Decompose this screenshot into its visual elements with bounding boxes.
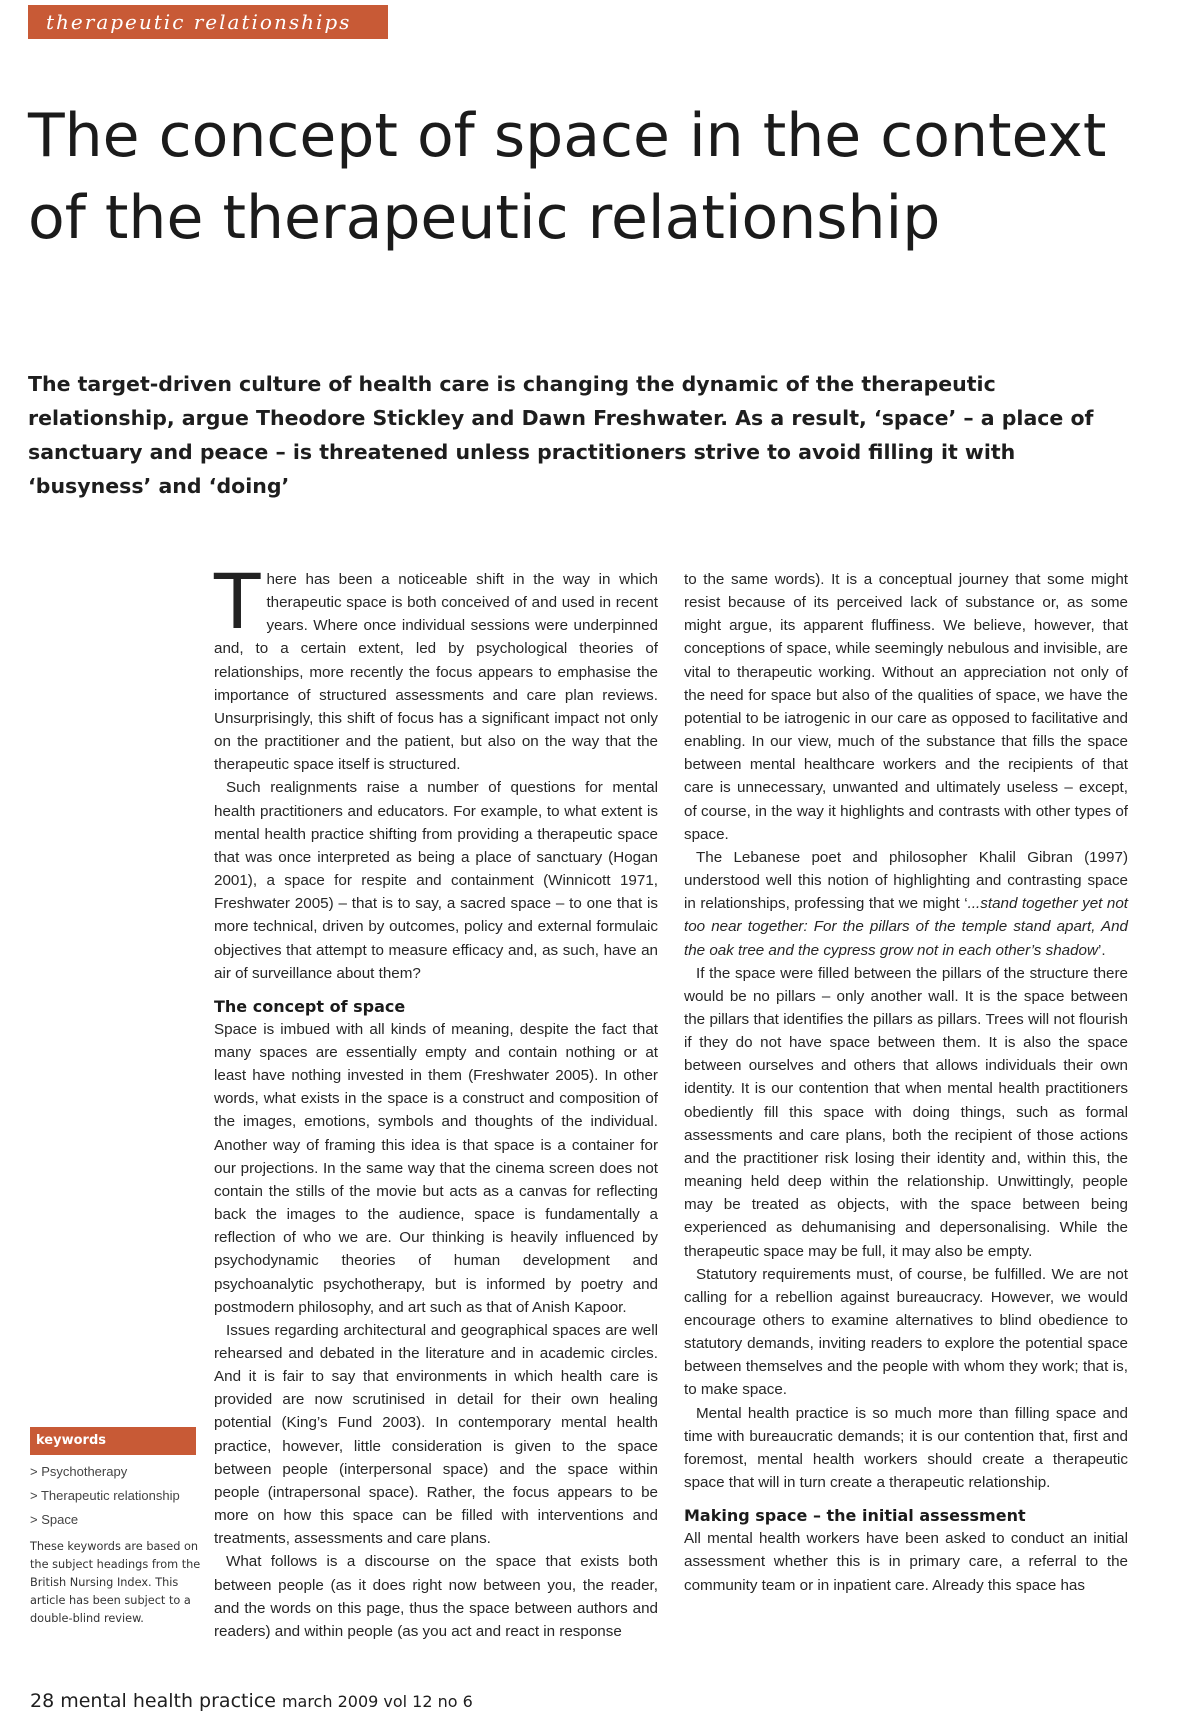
body-paragraph: All mental health workers have been asked to conduct an initial assessment whether this is in primary care, a referral to the community team or in inpatient care. Already this space has xyxy=(684,1530,1128,1594)
body-paragraph: Mental health practice is so much more than filling space and time with bureaucratic demands; it is our contention that, first and foremost, mental health workers should create a therapeutic space that will in turn create a therapeutic relationship. xyxy=(684,1404,1128,1492)
intro-text: here has been a noticeable shift in the way in which therapeutic space is both conceived of and used in recent years. Where once individual sessions were underpinned and, to a certain extent, led by psychological theories of relationships, more recently the focus appears to emphasise the importance of structured assessments and care plan reviews. Unsurprisingly, this shift of focus has a significant impact not only on the practitioner and the patient, but also on the way that the therapeutic space itself is structured. xyxy=(214,571,658,774)
body-paragraph: Statutory requirements must, of course, be fulfilled. We are not calling for a rebellion against bureaucracy. However, we would encourage others to examine alternatives to blind obedience to statutory demands, inviting readers to explore the potential space between themselves and the people with whom they work; that is, to make space. xyxy=(684,1265,1128,1399)
body-paragraph: Such realignments raise a number of questions for mental health practitioners and educators. For example, to what extent is mental health practice shifting from providing a therapeutic space that was once interpreted as being a place of sanctuary (Hogan 2001), a space for respite and containment (Winnicott 1971, Freshwater 2005) – that is to say, a sacred space – to one that is more technical, driven by outcomes, policy and external formulaic objectives that attempt to measure efficacy and, as such, have an air of surveillance about them? xyxy=(214,779,658,982)
article-title: The concept of space in the context of the therapeutic relationship xyxy=(28,101,1107,253)
body-paragraph: to the same words). It is a conceptual journey that some might resist because of its perceived lack of substance or, as some might argue, its apparent fluffiness. We believe, however, that conceptions of space, while seemingly nebulous and invisible, are vital to therapeutic working. Without an appreciation not only of the need for space but also of the qualities of space, we have the potential to be iatrogenic in our care as opposed to facilitative and enabling. In our view, much of the substance that fills the space between mental healthcare workers and the recipients of that care is unnecessary, unwanted and ultimately useless – except, of course, in the way it highlights and contrasts with other types of space. xyxy=(684,571,1128,843)
keyword-item: > Space xyxy=(30,1512,79,1527)
body-paragraph: If the space were filled between the pillars of the structure there would be no pillars – only another wall. It is the space between the pillars that identifies the pillars as pillars. Trees will not flourish if they do not have space between them. It is also the space between ourselves and others that allows individuals their own identity. It is our contention that when mental health practitioners obediently fill this space with doing things, such as formal assessments and care plans, both the recipient of those actions and the practitioner risk losing their identity and, within this, the meaning held deep within the relationship. Unwittingly, people may be treated as objects, with the space between being experienced as dehumanising and depersonalising. While the therapeutic space may be full, it may also be empty. xyxy=(684,964,1128,1260)
body-paragraph: What follows is a discourse on the space that exists both between people (as it does right now between you, the reader, and the words on this page, thus the space between authors and readers) and within people (as you act and react in response xyxy=(214,1553,658,1640)
keyword-item: > Psychotherapy xyxy=(30,1464,128,1479)
intro-paragraph xyxy=(214,557,658,776)
page-footer xyxy=(30,1688,730,1715)
footer-page-journal: 28 mental health practice xyxy=(30,1690,276,1712)
body-paragraph: Space is imbued with all kinds of meaning, despite the fact that many spaces are essentially empty and contain nothing or at least have nothing invested in them (Freshwater 2005). In other words, what exists in the space is a construct and composition of the images, emotions, symbols and thoughts of the individual. Another way of framing this idea is that space is a container for our projections. In the same way that the cinema screen does not contain the stills of the movie but acts as a canvas for reflecting back the images to the audience, space is fundamentally a reflection of who we are. Our thinking is heavily influenced by psychodynamic theories of human development and psychoanalytic psychotherapy, but is informed by poetry and postmodern philosophy, and art such as that of Anish Kapoor. xyxy=(214,1020,658,1316)
keywords-note: These keywords are based on the subject headings from the British Nursing Index. This article has been subject to a double-blind review. xyxy=(30,1540,201,1625)
body-column-2 xyxy=(684,568,1128,1597)
footer-issue: march 2009 vol 12 no 6 xyxy=(281,1692,473,1711)
standfirst: The target-driven culture of health care is changing the dynamic of the therapeutic relationship, argue Theodore Stickley and Dawn Freshwater. As a result, ‘space’ – a place of sanctuary and peace – is threatened unless practitioners strive to avoid filling it with ‘busyness’ and ‘doing’ xyxy=(28,372,1094,498)
quote-intro: The Lebanese poet and philosopher Khalil Gibran (1997) understood well this notion of highlighting and contrasting space in relationships, professing that we might ‘ xyxy=(684,848,1128,913)
quote-end: ’. xyxy=(1097,941,1106,959)
keywords-heading: keywords xyxy=(30,1427,196,1455)
drop-cap: T xyxy=(214,557,261,646)
body-paragraph xyxy=(684,846,1128,962)
keyword-item: > Therapeutic relationship xyxy=(30,1488,180,1503)
gibran-quote: ...stand together yet not too near together: For the pillars of the temple stand apart, And the oak tree and the cypress grow not in each other’s shadow xyxy=(684,895,1128,959)
keywords-list xyxy=(30,1460,200,1532)
section-heading: The concept of space xyxy=(214,996,406,1016)
section-heading: Making space – the initial assessment xyxy=(684,1506,1026,1526)
body-paragraph: Issues regarding architectural and geographical spaces are well rehearsed and debated in the literature and in academic circles. And it is fair to say that environments in which health care is provided are now scrutinised in detail for their own healing potential (King’s Fund 2003). In contemporary mental health practice, however, little consideration is given to the space between people (interpersonal space) and the space within people (intrapersonal space). Rather, the focus appears to be more on how this space can be filled with interventions and treatments, assessments and care plans. xyxy=(214,1321,658,1548)
section-tag: therapeutic relationships xyxy=(28,5,388,39)
body-column-1 xyxy=(214,557,658,1643)
